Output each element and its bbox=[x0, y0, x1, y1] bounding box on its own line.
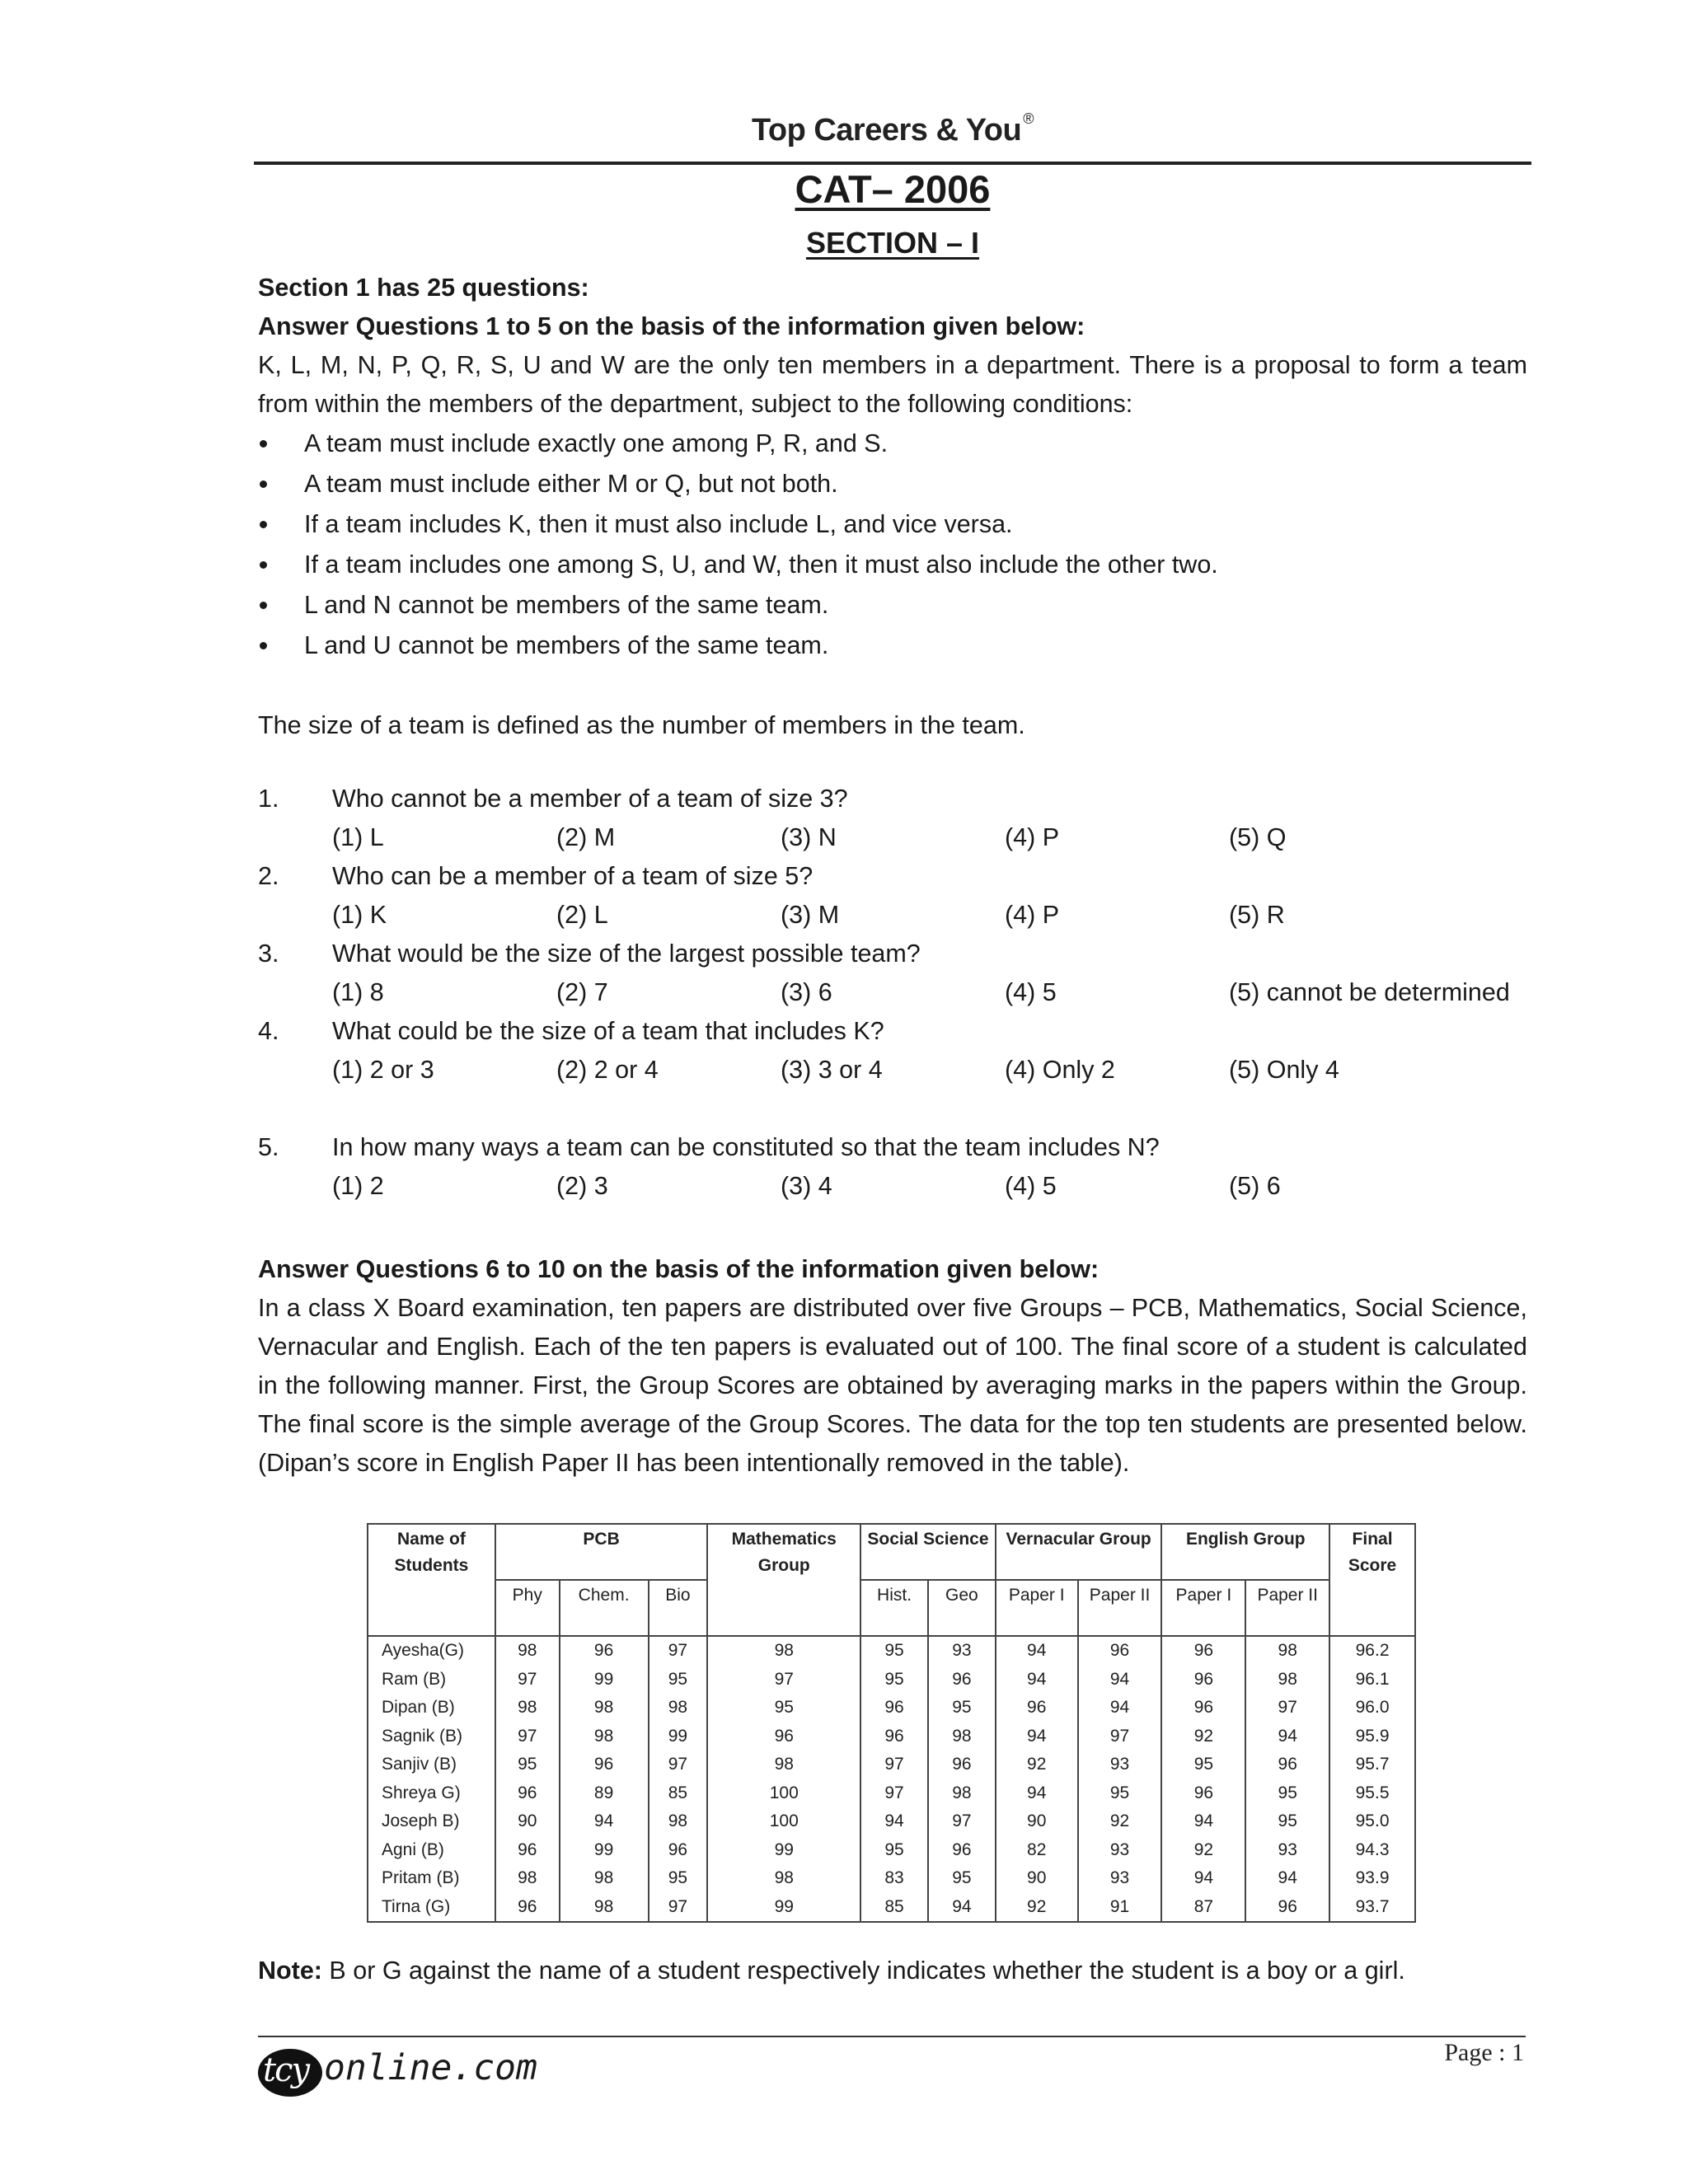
score-cell: 94 bbox=[996, 1779, 1078, 1808]
score-cell: 93 bbox=[928, 1636, 996, 1666]
option: (2) 2 or 4 bbox=[556, 1056, 659, 1084]
subheader-geo: Geo bbox=[928, 1580, 996, 1636]
score-cell: 94 bbox=[1245, 1864, 1329, 1893]
score-cell: 98 bbox=[560, 1893, 649, 1923]
section-title: SECTION – I bbox=[805, 226, 980, 260]
score-cell: 97 bbox=[649, 1893, 708, 1923]
score-cell: 94 bbox=[996, 1636, 1078, 1666]
score-cell: 98 bbox=[560, 1694, 649, 1722]
answer-options bbox=[332, 901, 1536, 934]
brand-header bbox=[258, 110, 1527, 148]
score-cell: 97 bbox=[495, 1666, 560, 1694]
subheader-eng-paper-2: Paper II bbox=[1245, 1580, 1329, 1636]
bullet-icon bbox=[260, 602, 267, 609]
score-cell: 92 bbox=[1161, 1836, 1245, 1865]
list-item: L and U cannot be members of the same team. bbox=[258, 626, 1527, 666]
option: (1) 8 bbox=[332, 978, 384, 1006]
score-cell: 96 bbox=[928, 1750, 996, 1779]
score-cell: 96 bbox=[1161, 1779, 1245, 1808]
option: (5) 6 bbox=[1229, 1172, 1281, 1200]
score-cell: 99 bbox=[560, 1666, 649, 1694]
score-cell: 97 bbox=[707, 1666, 860, 1694]
subheader-eng-paper-1: Paper I bbox=[1161, 1580, 1245, 1636]
score-cell: 95 bbox=[860, 1836, 928, 1865]
score-cell: 94 bbox=[996, 1722, 1078, 1751]
col-header-social: Social Science bbox=[860, 1524, 996, 1580]
set2-paragraph: In a class X Board examination, ten papers are distributed over five Groups – PCB, Mathematics, Social Science, Vernacular and English. Each of the ten papers is evaluated out of 100. The final score of a student is calculated in the following manner. First, the Group Scores are obtained by averaging marks in the papers within the Group. The final score is the simple average of the Group Scores. The data for the top ten students are presented below. (Dipan’s score in English Paper II has been intentionally removed in the table). bbox=[258, 1294, 1527, 1477]
score-cell: 98 bbox=[649, 1807, 708, 1836]
option: (5) R bbox=[1229, 901, 1285, 929]
score-cell: 98 bbox=[495, 1864, 560, 1893]
option: (2) L bbox=[556, 901, 608, 929]
score-cell: 94 bbox=[1078, 1694, 1162, 1722]
student-name-cell: Dipan (B) bbox=[368, 1694, 495, 1722]
subheader-vern-paper-1: Paper I bbox=[996, 1580, 1078, 1636]
score-cell: 97 bbox=[860, 1750, 928, 1779]
question-number: 5. bbox=[258, 1133, 279, 1161]
registered-mark: ® bbox=[1023, 110, 1034, 127]
score-cell: 98 bbox=[707, 1636, 860, 1666]
list-item: L and N cannot be members of the same team. bbox=[258, 585, 1527, 626]
score-cell: 96 bbox=[928, 1666, 996, 1694]
score-cell: 99 bbox=[649, 1722, 708, 1751]
score-cell: 90 bbox=[996, 1864, 1078, 1893]
student-name-cell: Sanjiv (B) bbox=[368, 1750, 495, 1779]
option: (4) 5 bbox=[1005, 1172, 1057, 1200]
col-header-math: Mathematics Group bbox=[707, 1524, 860, 1636]
final-score-cell: 95.0 bbox=[1329, 1807, 1415, 1836]
header-rule bbox=[254, 162, 1531, 165]
bullet-icon bbox=[260, 440, 267, 448]
note-text: B or G against the name of a student respectively indicates whether the student is a boy or a girl. bbox=[329, 1957, 1405, 1985]
option: (3) 3 or 4 bbox=[781, 1056, 883, 1084]
bullet-icon bbox=[260, 561, 267, 569]
intro-block bbox=[258, 269, 1527, 666]
final-score-cell: 95.9 bbox=[1329, 1722, 1415, 1751]
score-cell: 87 bbox=[1161, 1893, 1245, 1923]
question-number: 3. bbox=[258, 940, 279, 968]
score-cell: 96 bbox=[1245, 1893, 1329, 1923]
question-number: 1. bbox=[258, 785, 279, 813]
score-cell: 90 bbox=[495, 1807, 560, 1836]
score-cell: 98 bbox=[928, 1779, 996, 1808]
subheader-bio: Bio bbox=[649, 1580, 708, 1636]
table-row bbox=[368, 1694, 1415, 1722]
score-cell: 89 bbox=[560, 1779, 649, 1808]
student-name-cell: Shreya G) bbox=[368, 1779, 495, 1808]
score-cell: 96 bbox=[495, 1836, 560, 1865]
subheader-vern-paper-2: Paper II bbox=[1078, 1580, 1162, 1636]
score-cell: 93 bbox=[1078, 1864, 1162, 1893]
score-cell: 93 bbox=[1078, 1836, 1162, 1865]
score-cell: 98 bbox=[1245, 1636, 1329, 1666]
score-cell: 97 bbox=[649, 1636, 708, 1666]
score-cell: 96 bbox=[860, 1722, 928, 1751]
answer-options bbox=[332, 1056, 1536, 1089]
subheader-hist: Hist. bbox=[860, 1580, 928, 1636]
score-cell: 99 bbox=[560, 1836, 649, 1865]
final-score-cell: 95.5 bbox=[1329, 1779, 1415, 1808]
score-cell: 96 bbox=[560, 1750, 649, 1779]
page-title: CAT– 2006 bbox=[795, 167, 991, 211]
answer-options bbox=[332, 823, 1536, 856]
score-cell: 93 bbox=[1245, 1836, 1329, 1865]
option: (5) cannot be determined bbox=[1229, 978, 1510, 1006]
final-score-cell: 95.7 bbox=[1329, 1750, 1415, 1779]
score-cell: 95 bbox=[1161, 1750, 1245, 1779]
score-cell: 98 bbox=[495, 1694, 560, 1722]
subheader-chem: Chem. bbox=[560, 1580, 649, 1636]
question-text: In how many ways a team can be constituted so that the team includes N? bbox=[332, 1133, 1160, 1161]
score-cell: 97 bbox=[860, 1779, 928, 1808]
size-definition: The size of a team is defined as the number of members in the team. bbox=[258, 711, 1025, 739]
set1-heading: Answer Questions 1 to 5 on the basis of the information given below: bbox=[258, 312, 1085, 340]
score-cell: 85 bbox=[649, 1779, 708, 1808]
score-cell: 95 bbox=[1245, 1779, 1329, 1808]
score-cell: 98 bbox=[707, 1864, 860, 1893]
score-cell: 96 bbox=[928, 1836, 996, 1865]
score-cell: 100 bbox=[707, 1807, 860, 1836]
option: (4) Only 2 bbox=[1005, 1056, 1115, 1084]
option: (3) 4 bbox=[781, 1172, 832, 1200]
option: (3) N bbox=[781, 823, 837, 851]
option: (2) 3 bbox=[556, 1172, 608, 1200]
final-score-cell: 96.1 bbox=[1329, 1666, 1415, 1694]
score-cell: 96 bbox=[649, 1836, 708, 1865]
scores-table bbox=[367, 1523, 1416, 1923]
score-cell: 97 bbox=[928, 1807, 996, 1836]
score-cell: 96 bbox=[860, 1694, 928, 1722]
score-cell: 92 bbox=[1078, 1807, 1162, 1836]
final-score-cell: 96.2 bbox=[1329, 1636, 1415, 1666]
footer-rule bbox=[258, 2036, 1526, 2037]
score-cell: 98 bbox=[1245, 1666, 1329, 1694]
score-cell: 96 bbox=[1245, 1750, 1329, 1779]
score-cell: 95 bbox=[1245, 1807, 1329, 1836]
list-item: A team must include either M or Q, but not both. bbox=[258, 464, 1527, 504]
option: (3) 6 bbox=[781, 978, 832, 1006]
score-cell: 95 bbox=[707, 1694, 860, 1722]
score-cell: 95 bbox=[1078, 1779, 1162, 1808]
score-cell: 92 bbox=[1161, 1722, 1245, 1751]
student-name-cell: Pritam (B) bbox=[368, 1864, 495, 1893]
table-row bbox=[368, 1836, 1415, 1865]
score-cell: 94 bbox=[996, 1666, 1078, 1694]
col-header-name: Name of Students bbox=[368, 1524, 495, 1636]
student-name-cell: Joseph B) bbox=[368, 1807, 495, 1836]
student-name-cell: Ram (B) bbox=[368, 1666, 495, 1694]
score-cell: 94 bbox=[1161, 1864, 1245, 1893]
student-name-cell: Tirna (G) bbox=[368, 1893, 495, 1923]
logo-badge: tcy bbox=[258, 2049, 322, 2097]
final-score-cell: 93.7 bbox=[1329, 1893, 1415, 1923]
score-cell: 95 bbox=[860, 1666, 928, 1694]
score-cell: 96 bbox=[495, 1893, 560, 1923]
score-cell: 93 bbox=[1078, 1750, 1162, 1779]
question-text: Who can be a member of a team of size 5? bbox=[332, 862, 814, 890]
score-cell: 99 bbox=[707, 1836, 860, 1865]
score-cell: 96 bbox=[1161, 1694, 1245, 1722]
question-count: Section 1 has 25 questions: bbox=[258, 274, 589, 302]
score-cell: 96 bbox=[1161, 1636, 1245, 1666]
score-cell: 97 bbox=[495, 1722, 560, 1751]
table-row bbox=[368, 1807, 1415, 1836]
table-row bbox=[368, 1779, 1415, 1808]
page-number: Page : 1 bbox=[1444, 2039, 1524, 2066]
list-item: A team must include exactly one among P, R, and S. bbox=[258, 424, 1527, 464]
score-cell: 96 bbox=[1078, 1636, 1162, 1666]
score-cell: 98 bbox=[928, 1722, 996, 1751]
option: (1) 2 or 3 bbox=[332, 1056, 434, 1084]
note-label: Note: bbox=[258, 1957, 322, 1985]
option: (5) Only 4 bbox=[1229, 1056, 1339, 1084]
score-cell: 95 bbox=[495, 1750, 560, 1779]
answer-options bbox=[332, 1172, 1536, 1205]
scores-table-body bbox=[368, 1636, 1415, 1922]
score-cell: 94 bbox=[560, 1807, 649, 1836]
student-name-cell: Agni (B) bbox=[368, 1836, 495, 1865]
score-cell: 92 bbox=[996, 1893, 1078, 1923]
score-cell: 94 bbox=[1161, 1807, 1245, 1836]
score-cell: 96 bbox=[560, 1636, 649, 1666]
col-header-pcb: PCB bbox=[495, 1524, 708, 1580]
table-row bbox=[368, 1893, 1415, 1923]
col-header-final: Final Score bbox=[1329, 1524, 1415, 1636]
score-cell: 91 bbox=[1078, 1893, 1162, 1923]
bullet-icon bbox=[260, 642, 267, 649]
score-cell: 95 bbox=[649, 1666, 708, 1694]
score-cell: 96 bbox=[495, 1779, 560, 1808]
score-cell: 85 bbox=[860, 1893, 928, 1923]
set1-paragraph: K, L, M, N, P, Q, R, S, U and W are the only ten members in a department. There is a proposal to form a team from within the members of the department, subject to the following conditions: bbox=[258, 351, 1527, 418]
score-cell: 97 bbox=[1245, 1694, 1329, 1722]
score-cell: 96 bbox=[996, 1694, 1078, 1722]
option: (4) 5 bbox=[1005, 978, 1057, 1006]
score-cell: 95 bbox=[649, 1864, 708, 1893]
option: (5) Q bbox=[1229, 823, 1287, 851]
table-note bbox=[258, 1957, 1405, 1985]
set2-block bbox=[258, 1250, 1527, 1483]
score-cell: 98 bbox=[560, 1864, 649, 1893]
score-cell: 92 bbox=[996, 1750, 1078, 1779]
col-header-vernacular: Vernacular Group bbox=[996, 1524, 1162, 1580]
score-cell: 99 bbox=[707, 1893, 860, 1923]
final-score-cell: 96.0 bbox=[1329, 1694, 1415, 1722]
score-cell: 95 bbox=[860, 1636, 928, 1666]
option: (2) 7 bbox=[556, 978, 608, 1006]
student-name-cell: Ayesha(G) bbox=[368, 1636, 495, 1666]
score-cell: 83 bbox=[860, 1864, 928, 1893]
question-text: What could be the size of a team that includes K? bbox=[332, 1017, 884, 1045]
question-number: 4. bbox=[258, 1017, 279, 1045]
list-item: If a team includes K, then it must also include L, and vice versa. bbox=[258, 504, 1527, 545]
col-header-english: English Group bbox=[1161, 1524, 1329, 1580]
score-cell: 98 bbox=[649, 1694, 708, 1722]
question-text: What would be the size of the largest possible team? bbox=[332, 940, 921, 968]
score-cell: 97 bbox=[1078, 1722, 1162, 1751]
table-row bbox=[368, 1750, 1415, 1779]
option: (1) 2 bbox=[332, 1172, 384, 1200]
score-cell: 94 bbox=[860, 1807, 928, 1836]
question-number: 2. bbox=[258, 862, 279, 890]
student-name-cell: Sagnik (B) bbox=[368, 1722, 495, 1751]
score-cell: 96 bbox=[1161, 1666, 1245, 1694]
answer-options bbox=[332, 978, 1536, 1011]
brand-name: Top Careers & You bbox=[751, 113, 1022, 148]
option: (4) P bbox=[1005, 823, 1060, 851]
table-row bbox=[368, 1666, 1415, 1694]
option: (4) P bbox=[1005, 901, 1060, 929]
subheader-phy: Phy bbox=[495, 1580, 560, 1636]
score-cell: 100 bbox=[707, 1779, 860, 1808]
score-cell: 98 bbox=[495, 1636, 560, 1666]
score-cell: 94 bbox=[928, 1893, 996, 1923]
score-cell: 95 bbox=[928, 1694, 996, 1722]
list-item: If a team includes one among S, U, and W, then it must also include the other two. bbox=[258, 545, 1527, 585]
bullet-icon bbox=[260, 521, 267, 528]
table-row bbox=[368, 1722, 1415, 1751]
score-cell: 94 bbox=[1078, 1666, 1162, 1694]
table-row bbox=[368, 1864, 1415, 1893]
table-row bbox=[368, 1636, 1415, 1666]
score-cell: 95 bbox=[928, 1864, 996, 1893]
option: (2) M bbox=[556, 823, 616, 851]
score-cell: 97 bbox=[649, 1750, 708, 1779]
question-text: Who cannot be a member of a team of size 3? bbox=[332, 785, 848, 813]
score-cell: 96 bbox=[707, 1722, 860, 1751]
option: (3) M bbox=[781, 901, 840, 929]
conditions-list bbox=[258, 424, 1527, 666]
score-cell: 90 bbox=[996, 1807, 1078, 1836]
bullet-icon bbox=[260, 480, 267, 488]
score-cell: 82 bbox=[996, 1836, 1078, 1865]
score-cell: 98 bbox=[707, 1750, 860, 1779]
option: (1) K bbox=[332, 901, 387, 929]
option: (1) L bbox=[332, 823, 384, 851]
score-cell: 98 bbox=[560, 1722, 649, 1751]
final-score-cell: 93.9 bbox=[1329, 1864, 1415, 1893]
score-cell: 94 bbox=[1245, 1722, 1329, 1751]
set2-heading: Answer Questions 6 to 10 on the basis of the information given below: bbox=[258, 1255, 1100, 1283]
logo-text: online.com bbox=[324, 2047, 537, 2088]
final-score-cell: 94.3 bbox=[1329, 1836, 1415, 1865]
